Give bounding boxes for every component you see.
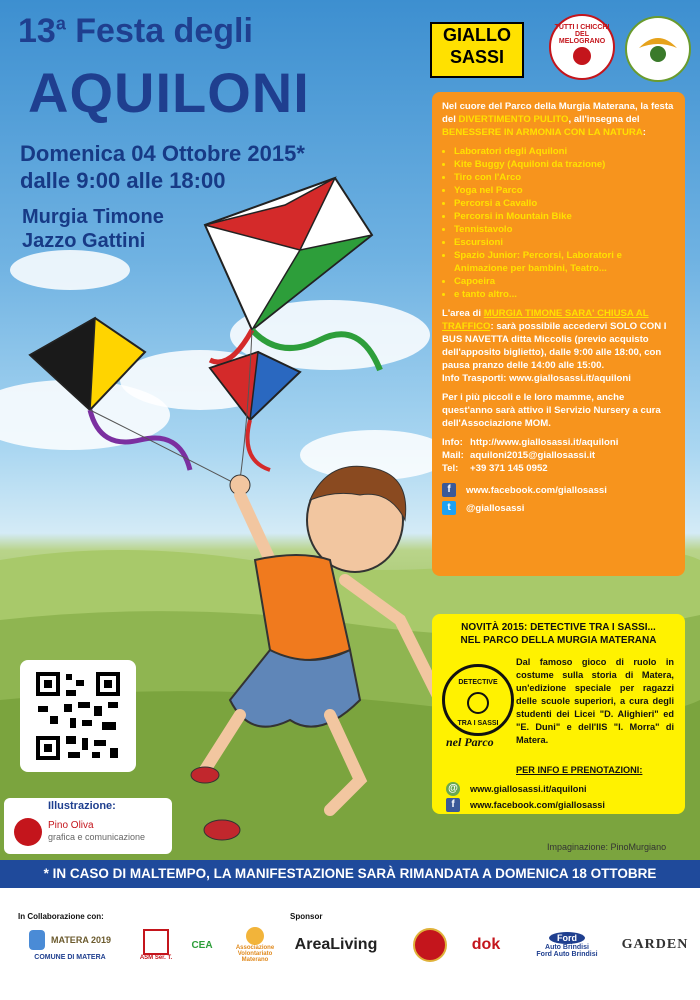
comune-matera-logo: MATERA 2019 COMUNE DI MATERA <box>14 925 126 965</box>
asm-logo: ASM Ser. T. <box>136 925 176 965</box>
twitter-link[interactable]: t @giallosassi <box>442 501 675 515</box>
festival-title-main: AQUILONI <box>28 61 310 124</box>
child-shoe <box>204 820 240 840</box>
giallo-sassi-logo: GIALLO SASSI <box>430 22 524 78</box>
child-arm <box>240 495 270 560</box>
park-eagle-logo <box>625 16 691 82</box>
kite-string <box>90 410 238 485</box>
activity-list <box>442 145 675 301</box>
list-item: • Kite Buggy (Aquiloni da trazione) <box>454 158 675 171</box>
detective-panel <box>432 614 685 814</box>
detective-more-info: PER INFO E PRENOTAZIONI: <box>516 765 643 775</box>
event-location: Murgia Timone Jazzo Gattini <box>22 206 164 252</box>
list-item: • Yoga nel Parco <box>454 184 675 197</box>
intro-text: Nel cuore del Parco della Murgia Materana, la festa del DIVERTIMENTO PULITO, all'insegna del BENESSERE IN ARMONIA CON LA NATURA: <box>442 101 674 138</box>
arealiving-logo: AreaLiving <box>294 936 378 953</box>
partner-emblem-logo <box>410 925 450 965</box>
qr-code-graphic <box>20 660 136 772</box>
info-link[interactable]: http://www.giallosassi.it/aquiloni <box>470 437 619 448</box>
layout-credit: Impaginazione: PinoMurgiano <box>547 842 667 852</box>
pomegranate-icon <box>573 47 591 65</box>
emblem-icon <box>413 928 447 962</box>
twitter-icon: t <box>442 501 456 515</box>
detective-site-link[interactable]: @ www.giallosassi.it/aquiloni <box>446 782 587 796</box>
kite-black-panel <box>30 318 95 410</box>
phone-number: +39 371 145 0952 <box>470 463 548 474</box>
detective-logo: DETECTIVE TRA I SASSI <box>442 664 514 736</box>
festival-title: 13$^a$ Festa degli <box>18 12 253 50</box>
list-item: • Laboratori degli Aquiloni <box>454 145 675 158</box>
asm-icon <box>143 929 169 955</box>
volontariato-logo: Associazione Volontariato Materano <box>228 925 282 965</box>
organizer-logos <box>425 8 700 88</box>
list-item: • Tennistavolo <box>454 223 675 236</box>
coat-of-arms-icon <box>29 930 45 950</box>
facebook-icon: f <box>442 483 456 497</box>
event-date: Domenica 04 Ottobre 2015* dalle 9:00 alle 18:00 <box>20 141 305 193</box>
pino-oliva-logo <box>14 818 42 846</box>
collab-label: In Collaborazione con: <box>18 912 104 921</box>
list-item: • Percorsi a Cavallo <box>454 197 675 210</box>
eagle-icon <box>627 18 689 80</box>
traffic-notice: L'area di MURGIA TIMONE SARA' CHIUSA AL TRAFFICO: sarà possibile accedervi SOLO CON I BUS NAVETTA ditta Miccolis (previo acquisto dell'apposito biglietto), dalle 9:00 alle 18:00, con pausa pranzo delle 14:00 alle 15:00. Info Trasporti: www.giallosassi.it/aquiloni <box>442 308 667 384</box>
globe-icon: @ <box>446 782 460 796</box>
melograno-logo: TUTTI I CHICCHI DEL MELOGRANO <box>549 14 615 80</box>
contact-info: Info: http://www.giallosassi.it/aquiloni Mail: aquiloni2015@giallosassi.it Tel: +39 371 145 0952 <box>442 437 619 474</box>
weather-notice-banner: * IN CASO DI MALTEMPO, LA MANIFESTAZIONE SARÀ RIMANDATA A DOMENICA 18 OTTOBRE <box>0 860 700 888</box>
cea-logo: CEA <box>191 939 213 951</box>
list-item: • Escursioni <box>454 236 675 249</box>
dok-logo: dok <box>471 936 501 953</box>
list-item: • e tanto altro... <box>454 288 675 301</box>
mail-link[interactable]: aquiloni2015@giallosassi.it <box>470 450 596 461</box>
garden-logo: GARDEN <box>621 937 689 952</box>
detective-facebook-link[interactable]: f www.facebook.com/giallosassi <box>446 798 605 812</box>
detective-heading: NOVITÀ 2015: DETECTIVE TRA I SASSI... NEL PARCO DELLA MURGIA MATERANA <box>460 622 657 646</box>
list-item: • Percorsi in Mountain Bike <box>454 210 675 223</box>
detective-logo-sub: nel Parco <box>446 735 494 749</box>
detective-description: Dal famoso gioco di ruolo in costume sulla storia di Matera, un'edizione speciale per ragazzi delle scuole superiori, a cura degli studenti dei Licei "D. Alighieri" ed "E. Duni" e dell'IIS "I. Morra" di Matera. <box>516 657 674 745</box>
magnifier-icon <box>467 692 489 714</box>
sponsor-label: Sponsor <box>290 912 323 921</box>
facebook-icon: f <box>446 798 460 812</box>
facebook-link[interactable]: f www.facebook.com/giallosassi <box>442 483 675 497</box>
child-shoe <box>191 767 219 783</box>
list-item: • Capoeira <box>454 275 675 288</box>
kite-tail <box>90 410 190 470</box>
ford-logo: Ford Auto Brindisi Ford Auto Brindisi <box>536 933 598 958</box>
kite-tail <box>248 420 271 470</box>
list-item: • Tiro con l'Arco <box>454 171 675 184</box>
festival-info-panel <box>432 92 685 576</box>
nursery-notice: Per i più piccoli e le loro mamme, anche quest'anno sarà attivo il Servizio Nursery a cura dell'Associazione MOM. <box>442 392 661 429</box>
illustration-credit: Illustrazione: Pino Oliva grafica e comunicazione <box>4 798 172 854</box>
qr-code[interactable] <box>20 660 136 772</box>
list-item: • Spazio Junior: Percorsi, Laboratori e Animazione per bambini, Teatro... <box>454 249 675 275</box>
sun-icon <box>246 927 264 945</box>
